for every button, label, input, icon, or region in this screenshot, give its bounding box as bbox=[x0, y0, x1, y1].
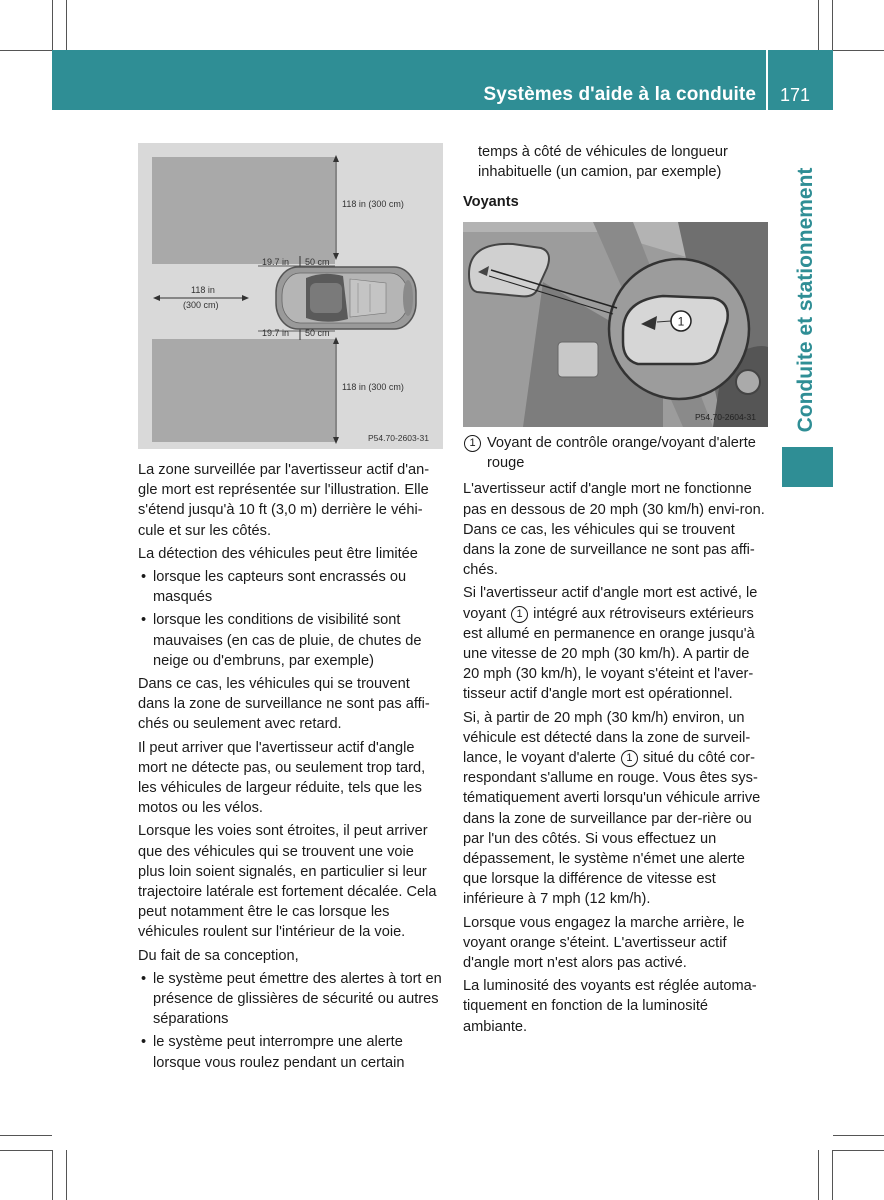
legend-text: Voyant de contrôle orange/voyant d'alerte rouge bbox=[487, 435, 756, 472]
blind-spot-zone-figure bbox=[138, 143, 443, 449]
crop-mark bbox=[833, 1150, 884, 1151]
dimension-label: 50 cm bbox=[305, 328, 330, 338]
paragraph: Dans ce cas, les véhicules qui se trouvent dans la zone de surveillance ne sont pas affi-chés ou seulement avec retard. bbox=[138, 676, 430, 733]
page-number: 171 bbox=[779, 85, 811, 105]
crop-mark bbox=[0, 50, 52, 51]
page-title: Systèmes d'aide à la conduite bbox=[483, 84, 756, 105]
crop-mark bbox=[818, 0, 819, 50]
paragraph-text: Si l'avertisseur actif d'angle mort est activé, le voyant bbox=[463, 585, 758, 622]
paragraph: Lorsque vous engagez la marche arrière, le voyant orange s'éteint. L'avertisseur actif d'angle mort n'est alors pas activé. bbox=[463, 914, 745, 972]
crop-mark bbox=[832, 1150, 833, 1200]
list-item: • le système peut interrompre une alerte lorsque vous roulez pendant un certain bbox=[138, 1032, 443, 1072]
paragraph-text: intégré aux rétroviseurs extérieurs est allumé en permanence en orange jusqu'à une vitesse de 20 mph (30 km/h). A partir de 20 mph (30 km/h), le voyant s'éteint et l'aver-tisseur actif d'angle mort est opérationnel. bbox=[463, 605, 755, 703]
dimension-label: 118 in bbox=[191, 285, 215, 295]
legend-number: 1 bbox=[464, 435, 481, 452]
paragraph-text: situé du côté cor-respondant s'allume en rouge. Vous êtes sys-tématiquement averti lorsqu'un véhicule arrive dans la zone de surveillance par der-rière ou par l'un des côtés. Si vous effectuez un dépassement, le système n'émet une alerte que lorsque la différence de vitesse est inférieure à 7 mph (12 km/h). bbox=[463, 750, 761, 908]
paragraph: Du fait de sa conception, bbox=[138, 947, 299, 964]
inline-reference-number: 1 bbox=[511, 606, 528, 623]
crop-mark bbox=[833, 50, 884, 51]
dimension-label: (300 cm) bbox=[183, 300, 219, 310]
header-divider bbox=[766, 50, 768, 110]
dimension-label: 118 in (300 cm) bbox=[342, 382, 404, 392]
list-item: • le système peut émettre des alertes à tort en présence de glissières de sécurité ou autres séparations bbox=[138, 969, 443, 1030]
figure-code: P54.70-2603-31 bbox=[368, 433, 429, 443]
chapter-tab-label: Conduite et stationnement bbox=[794, 167, 817, 433]
paragraph: La luminosité des voyants est réglée automa-tiquement en fonction de la luminosité ambiante. bbox=[463, 978, 757, 1035]
callout-number: 1 bbox=[677, 314, 685, 329]
dimension-label: 50 cm bbox=[305, 257, 330, 267]
paragraph: Il peut arriver que l'avertisseur actif d'angle mort ne détecte pas, ou seulement trop tard, les véhicules de largeur réduite, tels que les motos ou les vélos. bbox=[138, 739, 426, 817]
dimension-label: 19.7 in bbox=[262, 328, 290, 338]
paragraph-continuation: temps à côté de véhicules de longueur inhabituelle (un camion, par exemple) bbox=[478, 144, 728, 181]
list-item: • lorsque les conditions de visibilité sont mauvaises (en cas de pluie, de chutes de neige ou d'embruns, par exemple) bbox=[138, 610, 443, 671]
figure-legend bbox=[463, 433, 768, 473]
dimension-label: 118 in (300 cm) bbox=[342, 199, 404, 209]
figure-code: P54.70-2604-31 bbox=[695, 412, 756, 422]
right-column-top bbox=[463, 142, 768, 216]
paragraph: La zone surveillée par l'avertisseur actif d'an-gle mort est représentée sur l'illustration. Elle s'étend jusqu'à 10 ft (3,0 m) derrière le véhi-cule et sur les côtés. bbox=[138, 462, 430, 539]
chapter-tab-marker bbox=[782, 447, 833, 487]
crop-mark bbox=[52, 0, 53, 50]
paragraph bbox=[463, 583, 768, 704]
crop-mark bbox=[832, 0, 833, 50]
car-top-view bbox=[276, 267, 416, 329]
mirror-indicator-figure bbox=[463, 222, 768, 427]
right-column-body bbox=[463, 433, 768, 1040]
paragraph-text: Si, à partir de 20 mph (30 km/h) environ, un véhicule est détecté dans la zone de surveil-lance, le voyant d'alerte bbox=[463, 709, 751, 767]
crop-mark bbox=[52, 1150, 53, 1200]
left-column bbox=[138, 460, 443, 1076]
paragraph: La détection des véhicules peut être limitée bbox=[138, 545, 418, 562]
crop-mark bbox=[833, 1135, 884, 1136]
paragraph: Lorsque les voies sont étroites, il peut arriver que des véhicules qui se trouvent une voie plus loin soient signalés, en particulier si leur trajectoire latérale est fortement décalée. Cela peut notamment être le cas lorsque les véhicules roulent sur l'intérieur de la voie. bbox=[138, 823, 437, 941]
list-item: • lorsque les capteurs sont encrassés ou masqués bbox=[138, 567, 443, 607]
section-heading: Voyants bbox=[463, 194, 519, 211]
crop-mark bbox=[818, 1150, 819, 1200]
paragraph: L'avertisseur actif d'angle mort ne fonctionne pas en dessous de 20 mph (30 km/h) envi-ron. Dans ce cas, les véhicules qui se trouvent dans la zone de surveillance ne sont pas affi-chés. bbox=[463, 481, 765, 579]
crop-mark bbox=[66, 0, 67, 50]
inline-reference-number: 1 bbox=[621, 750, 638, 767]
paragraph bbox=[463, 708, 768, 910]
crop-mark bbox=[66, 1150, 67, 1200]
crop-mark bbox=[0, 1150, 52, 1151]
dimension-label: 19.7 in bbox=[262, 257, 290, 267]
chapter-tab bbox=[780, 160, 832, 440]
crop-mark bbox=[0, 1135, 52, 1136]
